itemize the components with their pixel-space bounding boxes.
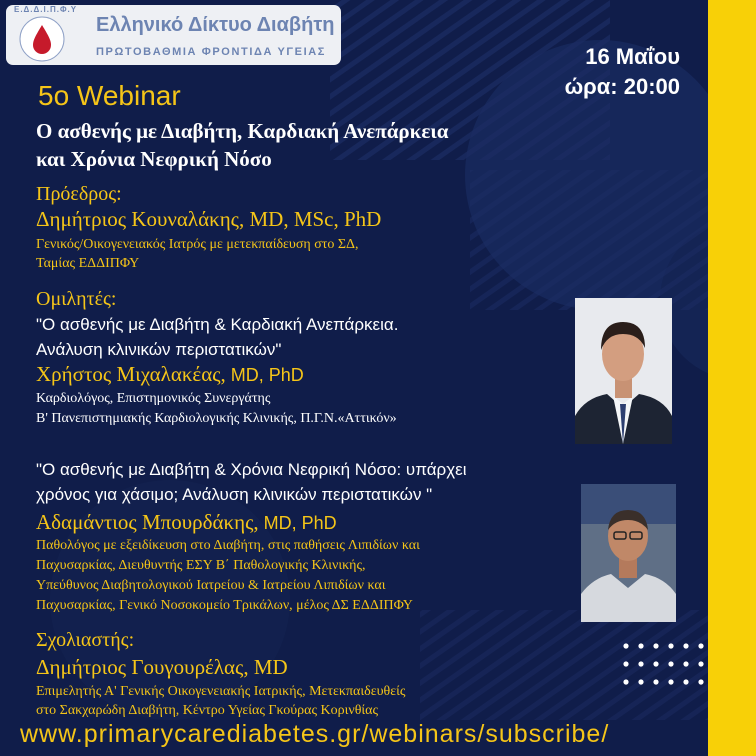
event-time: ώρα: 20:00 [564, 74, 680, 99]
logo-title: Ελληνικό Δίκτυο Διαβήτη [96, 14, 335, 36]
speaker-2-desc-line-1: Παθολόγος με εξειδίκευση στο Διαβήτη, στις παθήσεις Λιπιδίων και [36, 538, 420, 553]
speaker-1-talk-line-2: Ανάλυση κλινικών περιστατικών" [36, 340, 282, 359]
speaker-2-talk-line-1: "Ο ασθενής με Διαβήτη & Χρόνια Νεφρική Νόσο: υπάρχει [36, 460, 467, 479]
speaker-1-credentials: MD, PhD [225, 365, 304, 385]
dot-grid-decoration [622, 642, 722, 694]
speaker-1-name-line [36, 362, 304, 387]
speaker-2-talk-line-2: χρόνος για χάσιμο; Ανάλυση κλινικών περιστατικών " [36, 485, 433, 504]
event-datetime [565, 42, 680, 102]
blood-drop-icon [14, 9, 70, 65]
logo-emblem-text: Ε.Δ.Δ.Ι.Π.Φ.Υ [14, 5, 78, 14]
speaker-1-name: Χρήστος Μιχαλακέας, [36, 362, 226, 386]
topic-line-1: Ο ασθενής με Διαβήτη, Καρδιακή Ανεπάρκεια [36, 119, 449, 143]
organization-logo [6, 5, 341, 65]
speaker-1-desc-line-1: Καρδιολόγος, Επιστημονικός Συνεργάτης [36, 391, 271, 406]
speakers-heading: Ομιλητές: [36, 288, 117, 310]
subscribe-url-link[interactable]: www.primarycarediabetes.gr/webinars/subscribe/ [20, 720, 610, 748]
webinar-series: 5ο Webinar [38, 80, 181, 111]
speaker-2-desc-line-2: Παχυσαρκίας, Διευθυντής ΕΣΥ Β΄ Παθολογικής Κλινικής, [36, 558, 366, 573]
speaker-1-desc-line-2: Β' Πανεπιστημιακής Καρδιολογικής Κλινικής, Π.Γ.Ν.«Αττικόν» [36, 411, 397, 426]
discussant-name: Δημήτριος Γουγουρέλας, MD [36, 655, 288, 679]
logo-subtitle: ΠΡΩΤΟΒΑΘΜΙΑ ΦΡΟΝΤΙΔΑ ΥΓΕΙΑΣ [96, 46, 326, 58]
speaker-1-photo [575, 298, 672, 444]
event-date: 16 Μαΐου [585, 44, 680, 69]
discussant-desc-line-1: Επιμελητής Α' Γενικής Οικογενειακής Ιατρικής, Μετεκπαιδευθείς [36, 684, 406, 699]
event-topic [36, 117, 449, 173]
speaker-2-desc-line-4: Παχυσαρκίας, Γενικό Νοσοκομείο Τρικάλων, μέλος ΔΣ ΕΔΔΙΠΦΥ [36, 598, 413, 613]
speaker-1-talk-line-1: "Ο ασθενής με Διαβήτη & Καρδιακή Ανεπάρκεια. [36, 315, 399, 334]
speaker-2-desc-line-3: Υπεύθυνος Διαβητολογικού Ιατρείου & Ιατρείου Λιπιδίων και [36, 578, 386, 593]
speaker-2-name: Αδαμάντιος Μπουρδάκης, [36, 510, 259, 534]
chair-desc-line-2: Ταμίας ΕΔΔΙΠΦΥ [36, 256, 140, 271]
topic-line-2: και Χρόνια Νεφρική Νόσο [36, 147, 272, 171]
discussant-desc-line-2: στο Σακχαρώδη Διαβήτη, Κέντρο Υγείας Γκούρας Κορινθίας [36, 703, 379, 718]
chair-desc-line-1: Γενικός/Οικογενειακός Ιατρός με μετεκπαίδευση στο ΣΔ, [36, 237, 359, 252]
speaker-2-photo [581, 484, 676, 622]
speaker-2-credentials: MD, PhD [258, 513, 337, 533]
speaker-2-name-line [36, 510, 337, 535]
chair-name: Δημήτριος Κουναλάκης, MD, MSc, PhD [36, 207, 382, 231]
chair-heading: Πρόεδρος: [36, 183, 122, 205]
discussant-heading: Σχολιαστής: [36, 629, 135, 651]
